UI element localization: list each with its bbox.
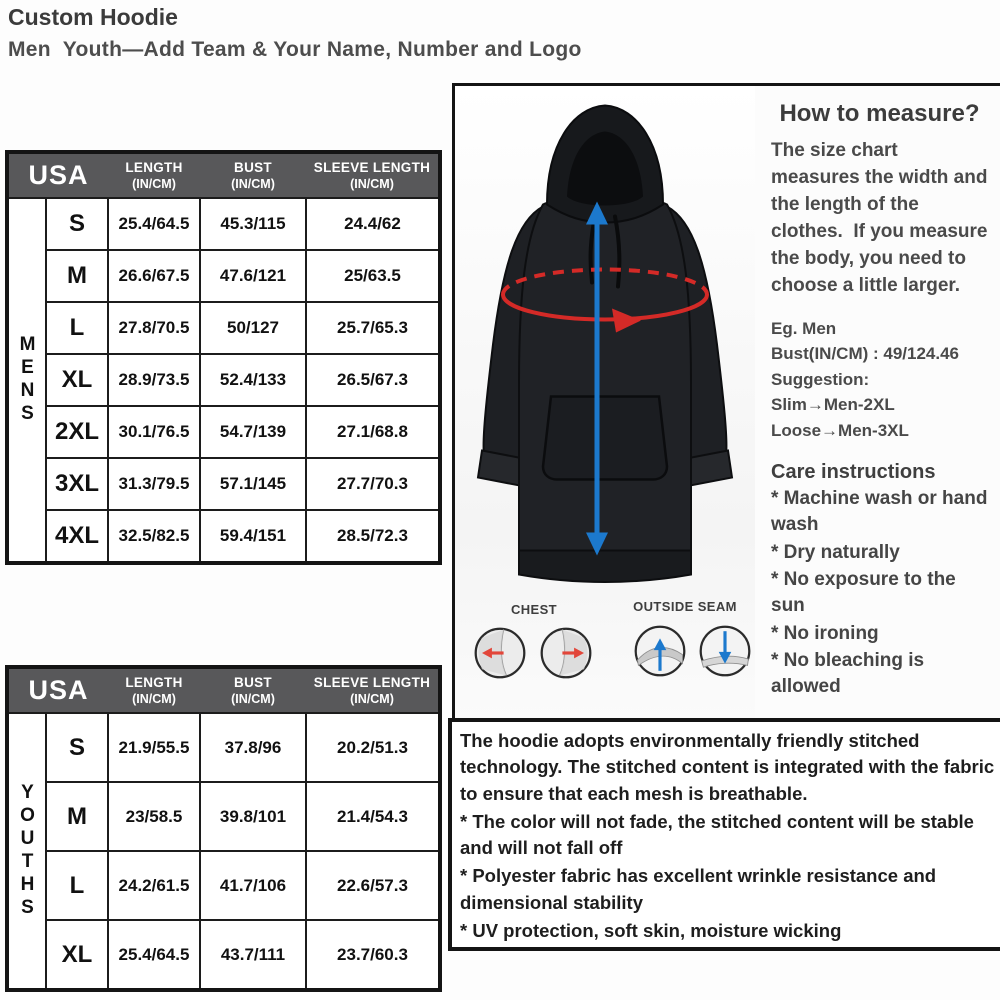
length-cell: 26.6/67.5 bbox=[108, 250, 200, 302]
sleeve-cell: 25.7/65.3 bbox=[306, 302, 440, 354]
bust-cell: 45.3/115 bbox=[200, 198, 306, 250]
size-cell: L bbox=[46, 302, 108, 354]
bust-cell: 57.1/145 bbox=[200, 458, 306, 510]
size-cell: 2XL bbox=[46, 406, 108, 458]
length-cell: 31.3/79.5 bbox=[108, 458, 200, 510]
size-cell: M bbox=[46, 782, 108, 851]
mens-size-table bbox=[5, 150, 442, 565]
sleeve-cell: 25/63.5 bbox=[306, 250, 440, 302]
table-row bbox=[7, 851, 440, 920]
care-item: * Machine wash or hand wash bbox=[771, 488, 993, 535]
length-cell: 32.5/82.5 bbox=[108, 510, 200, 563]
length-cell: 30.1/76.5 bbox=[108, 406, 200, 458]
size-cell: 4XL bbox=[46, 510, 108, 563]
mens-group-label: MENS bbox=[7, 198, 46, 563]
outside-seam-down-arrow-icon bbox=[698, 624, 752, 678]
sleeve-cell: 20.2/51.3 bbox=[306, 713, 440, 782]
product-notes-box bbox=[448, 718, 1000, 951]
length-cell: 23/58.5 bbox=[108, 782, 200, 851]
table-header-row bbox=[7, 667, 440, 713]
chest-label: CHEST bbox=[510, 602, 558, 617]
notes-paragraph: * UV protection, soft skin, moisture wicking bbox=[460, 919, 842, 941]
care-item: * No ironing bbox=[771, 622, 879, 644]
sleeve-cell: 27.1/68.8 bbox=[306, 406, 440, 458]
size-suggestion-block bbox=[771, 316, 988, 444]
length-cell: 25.4/64.5 bbox=[108, 920, 200, 990]
bust-cell: 41.7/106 bbox=[200, 851, 306, 920]
notes-paragraph: * The color will not fade, the stitched content will be stable and will not fall off bbox=[460, 810, 980, 859]
outside-seam-label: OUTSIDE SEAM bbox=[633, 599, 737, 614]
page-title: Custom Hoodie bbox=[8, 4, 178, 30]
table-row bbox=[7, 510, 440, 563]
sleeve-cell: 26.5/67.3 bbox=[306, 354, 440, 406]
bust-cell: 43.7/111 bbox=[200, 920, 306, 990]
length-cell: 21.9/55.5 bbox=[108, 713, 200, 782]
care-item: * No bleaching is allowed bbox=[771, 650, 930, 697]
table-row bbox=[7, 250, 440, 302]
sleeve-cell: 22.6/57.3 bbox=[306, 851, 440, 920]
size-cell: S bbox=[46, 198, 108, 250]
outside-seam-up-arrow-icon bbox=[633, 624, 687, 678]
example-line: Bust(IN/CM) : 49/124.46 bbox=[771, 344, 959, 364]
bust-header: BUST (IN/CM) bbox=[200, 152, 306, 198]
bust-cell: 39.8/101 bbox=[200, 782, 306, 851]
length-cell: 25.4/64.5 bbox=[108, 198, 200, 250]
table-row bbox=[7, 713, 440, 782]
size-cell: 3XL bbox=[46, 458, 108, 510]
table-header-row bbox=[7, 152, 440, 198]
example-line: Loose→Men-3XL bbox=[771, 420, 909, 440]
table-row bbox=[7, 920, 440, 990]
bust-cell: 47.6/121 bbox=[200, 250, 306, 302]
bust-header: BUST (IN/CM) bbox=[200, 667, 306, 713]
sleeve-cell: 21.4/54.3 bbox=[306, 782, 440, 851]
sleeve-cell: 23.7/60.3 bbox=[306, 920, 440, 990]
measure-panel bbox=[452, 83, 758, 721]
chest-measure-left-arrow-icon bbox=[473, 626, 527, 680]
youths-group-label: YOUTHS bbox=[7, 713, 46, 990]
care-instructions-heading: Care instructions bbox=[771, 461, 936, 484]
usa-header: USA bbox=[7, 667, 108, 713]
size-cell: S bbox=[46, 713, 108, 782]
care-item: * No exposure to the sun bbox=[771, 569, 962, 616]
size-cell: M bbox=[46, 250, 108, 302]
usa-header: USA bbox=[7, 152, 108, 198]
hoodie-product-image bbox=[455, 92, 755, 597]
care-item: * Dry naturally bbox=[771, 541, 900, 563]
size-cell: XL bbox=[46, 354, 108, 406]
size-cell: XL bbox=[46, 920, 108, 990]
sleeve-cell: 24.4/62 bbox=[306, 198, 440, 250]
table-row bbox=[7, 458, 440, 510]
table-row bbox=[7, 302, 440, 354]
example-line: Eg. Men bbox=[771, 318, 837, 338]
bust-cell: 54.7/139 bbox=[200, 406, 306, 458]
length-cell: 24.2/61.5 bbox=[108, 851, 200, 920]
table-row bbox=[7, 782, 440, 851]
example-line: Slim→Men-2XL bbox=[771, 395, 895, 415]
bust-cell: 52.4/133 bbox=[200, 354, 306, 406]
bust-cell: 59.4/151 bbox=[200, 510, 306, 563]
length-cell: 27.8/70.5 bbox=[108, 302, 200, 354]
length-header: LENGTH (IN/CM) bbox=[108, 152, 200, 198]
how-to-measure-panel bbox=[755, 83, 1000, 718]
page-subtitle: Men Youth—Add Team & Your Name, Number and Logo bbox=[8, 38, 582, 61]
how-to-measure-heading: How to measure? bbox=[779, 100, 980, 127]
youths-size-table bbox=[5, 665, 442, 992]
length-cell: 28.9/73.5 bbox=[108, 354, 200, 406]
how-to-measure-body: The size chart measures the width and the length of the clothes. If you measure the body, you need to choose a little larger. bbox=[771, 140, 993, 296]
notes-paragraph: * Polyester fabric has excellent wrinkle resistance and dimensional stability bbox=[460, 865, 942, 913]
length-header: LENGTH (IN/CM) bbox=[108, 667, 200, 713]
sleeve-cell: 28.5/72.3 bbox=[306, 510, 440, 563]
sleeve-header: SLEEVE LENGTH (IN/CM) bbox=[306, 152, 440, 198]
bust-cell: 50/127 bbox=[200, 302, 306, 354]
chest-measure-right-arrow-icon bbox=[539, 626, 593, 680]
sleeve-cell: 27.7/70.3 bbox=[306, 458, 440, 510]
table-row bbox=[7, 406, 440, 458]
example-line: Suggestion: bbox=[771, 369, 870, 389]
table-row bbox=[7, 198, 440, 250]
notes-paragraph: The hoodie adopts environmentally friendly stitched technology. The stitched content is integrated with the fabric to ensure that each mesh is breathable. bbox=[460, 730, 1000, 804]
sleeve-header: SLEEVE LENGTH (IN/CM) bbox=[306, 667, 440, 713]
size-cell: L bbox=[46, 851, 108, 920]
table-row bbox=[7, 354, 440, 406]
bust-cell: 37.8/96 bbox=[200, 713, 306, 782]
